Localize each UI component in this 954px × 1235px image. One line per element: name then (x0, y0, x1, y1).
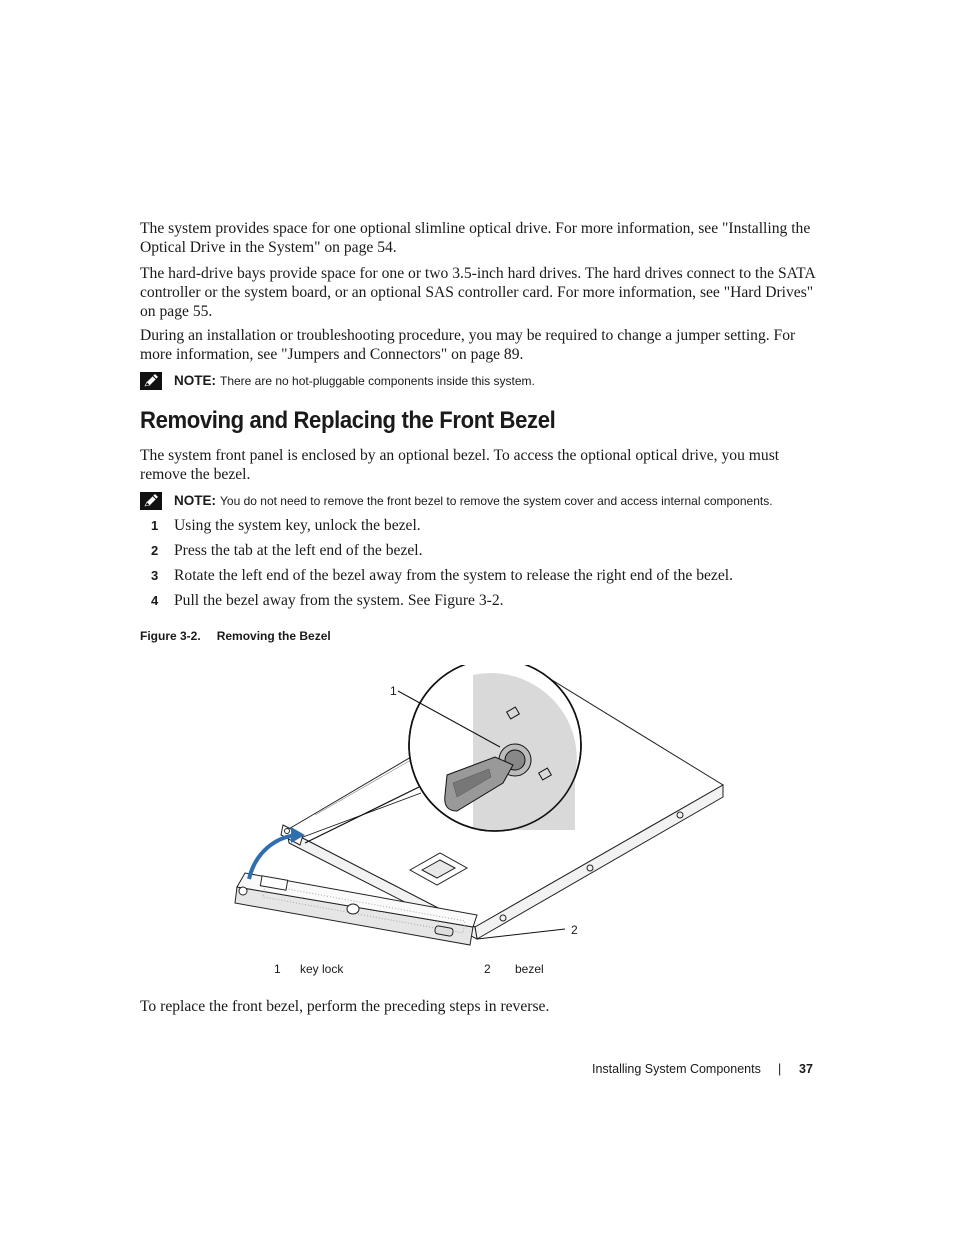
step-text: Pull the bezel away from the system. See Figure 3-2. (174, 592, 504, 609)
step-text: Using the system key, unlock the bezel. (174, 517, 421, 534)
step-number: 4 (151, 593, 159, 608)
step-number: 3 (151, 568, 159, 583)
legend-label: bezel (515, 962, 544, 976)
figure-caption (140, 629, 331, 643)
step-item (140, 591, 840, 610)
paragraph-optical-drive: The system provides space for one optional slimline optical drive. For more information, see "Installing the Optical Drive in the System" on page 54. (140, 220, 811, 256)
step-number: 2 (151, 543, 159, 558)
note-text: There are no hot-pluggable components inside this system. (220, 374, 535, 388)
figure-title: Removing the Bezel (216, 629, 331, 643)
key-lock-detail (409, 665, 581, 831)
legend-number: 2 (484, 962, 491, 976)
paragraph-bezel-intro: The system front panel is enclosed by an optional bezel. To access the optional optical drive, you must remove the bezel. (140, 447, 780, 483)
note-cover-access (140, 492, 820, 510)
note-hot-pluggable (140, 372, 820, 390)
step-item (140, 541, 840, 560)
callout-number: 2 (571, 923, 578, 937)
step-number: 1 (151, 518, 159, 533)
figure-number: Figure 3-2. (140, 629, 201, 643)
note-label: NOTE: (174, 373, 216, 388)
callout-number: 1 (390, 684, 397, 698)
step-text: Rotate the left end of the bezel away from the system to release the right end of the bezel. (174, 567, 733, 584)
step-item (140, 566, 840, 585)
pencil-note-icon (140, 372, 162, 390)
bezel-removal-illustration (225, 665, 745, 955)
legend-label: key lock (300, 962, 344, 976)
step-item (140, 516, 840, 535)
legend-number: 1 (274, 962, 281, 976)
note-label: NOTE: (174, 493, 216, 508)
footer-section-title: Installing System Components (592, 1062, 761, 1076)
paragraph-jumpers: During an installation or troubleshooting procedure, you may be required to change a jumper setting. For more information, see "Jumpers and Connectors" on page 89. (140, 327, 796, 363)
pencil-note-icon (140, 492, 162, 510)
step-text: Press the tab at the left end of the bezel. (174, 542, 423, 559)
note-text: You do not need to remove the front bezel to remove the system cover and access internal components. (220, 494, 773, 508)
section-heading: Removing and Replacing the Front Bezel (140, 407, 556, 434)
paragraph-replace-bezel: To replace the front bezel, perform the preceding steps in reverse. (140, 998, 550, 1015)
page-number: 37 (799, 1062, 813, 1076)
footer-separator: | (778, 1062, 782, 1076)
paragraph-hard-drives: The hard-drive bays provide space for one or two 3.5-inch hard drives. The hard drives connect to the SATA controller or the system board, or an optional SAS controller card. For more information, see "Hard Drives" on page 55. (140, 265, 815, 320)
